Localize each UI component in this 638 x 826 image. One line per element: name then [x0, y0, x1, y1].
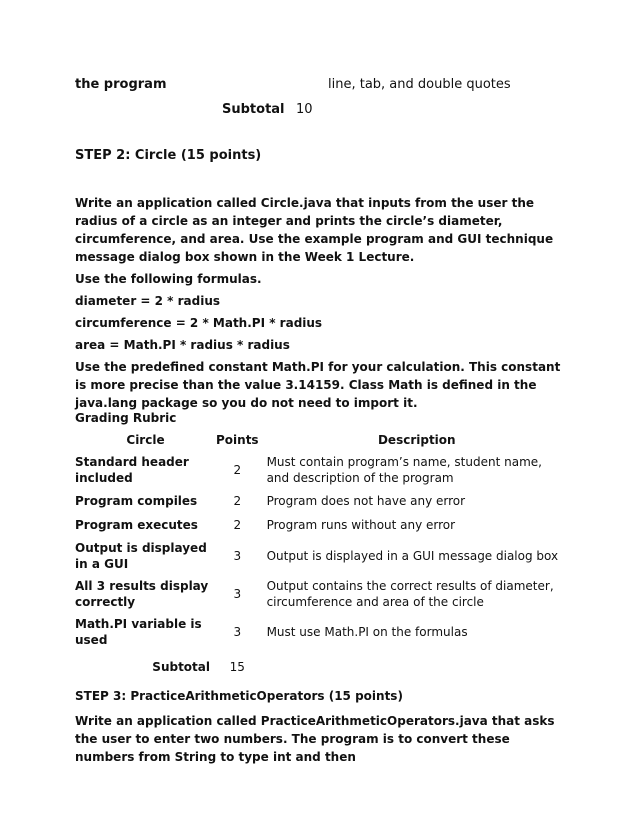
rubric-points: 2 — [233, 518, 242, 532]
top-left-text: the program — [75, 77, 167, 92]
rubric-description: Must contain program’s name, student name, and description of the program — [266, 455, 542, 485]
grading-rubric-table — [75, 429, 567, 683]
rubric-description: Program runs without any error — [266, 518, 456, 532]
rubric-row — [75, 489, 567, 513]
rubric-points: 2 — [233, 494, 242, 508]
step3-paragraph: Write an application called PracticeArithmeticOperators.java that asks the user to enter two numbers. The program is to convert these numbers from String to type int and then — [75, 714, 555, 764]
formula-circumference: circumference = 2 * Math.PI * radius — [75, 316, 323, 330]
rubric-header-description: Description — [377, 433, 456, 447]
top-right-text: line, tab, and double quotes — [328, 77, 511, 92]
step2-mathpi-paragraph: Use the predefined constant Math.PI for your calculation. This constant is more precise than the value 3.14159. Class Math is defined in the java.lang package so you do not need to import it. — [75, 360, 561, 410]
rubric-criterion: Math.PI variable is used — [75, 617, 202, 647]
step2-body — [75, 194, 565, 412]
rubric-points: 3 — [233, 549, 242, 563]
rubric-criterion: Program compiles — [75, 494, 198, 508]
rubric-row — [75, 613, 567, 651]
step1-subtotal-value: 10 — [296, 102, 313, 117]
step2-formulas-intro: Use the following formulas. — [75, 272, 262, 286]
step2-intro-paragraph: Write an application called Circle.java that inputs from the user the radius of a circle as an integer and prints the circle’s diameter, circumference, and area. Use the example program and GUI technique message dialog box shown in the Week 1 Lecture. — [75, 196, 554, 264]
rubric-row — [75, 451, 567, 489]
rubric-criterion: Standard header included — [75, 455, 189, 485]
rubric-subtotal-row — [75, 651, 567, 683]
rubric-description: Output is displayed in a GUI message dialog box — [266, 549, 559, 563]
rubric-header-row — [75, 429, 567, 451]
rubric-criterion: Output is displayed in a GUI — [75, 541, 207, 571]
rubric-subtotal-label: Subtotal — [152, 660, 210, 674]
step2-heading: STEP 2: Circle (15 points) — [75, 148, 262, 163]
rubric-subtotal-value: 15 — [229, 660, 245, 674]
rubric-description: Output contains the correct results of diameter, circumference and area of the circle — [266, 579, 554, 609]
rubric-description: Must use Math.PI on the formulas — [266, 625, 468, 639]
rubric-points: 3 — [233, 625, 242, 639]
rubric-description: Program does not have any error — [266, 494, 466, 508]
rubric-row — [75, 513, 567, 537]
rubric-row — [75, 537, 567, 575]
rubric-points: 3 — [233, 587, 242, 601]
rubric-points: 2 — [233, 463, 242, 477]
formula-area: area = Math.PI * radius * radius — [75, 338, 290, 352]
rubric-criterion: All 3 results display correctly — [75, 579, 209, 609]
rubric-title: Grading Rubric — [75, 411, 177, 425]
formula-diameter: diameter = 2 * radius — [75, 294, 221, 308]
step1-subtotal-label: Subtotal — [222, 102, 285, 117]
rubric-header-points: Points — [216, 433, 259, 447]
step3-heading: STEP 3: PracticeArithmeticOperators (15 points) — [75, 689, 403, 703]
rubric-criterion: Program executes — [75, 518, 198, 532]
rubric-row — [75, 575, 567, 613]
rubric-header-circle: Circle — [126, 433, 165, 447]
